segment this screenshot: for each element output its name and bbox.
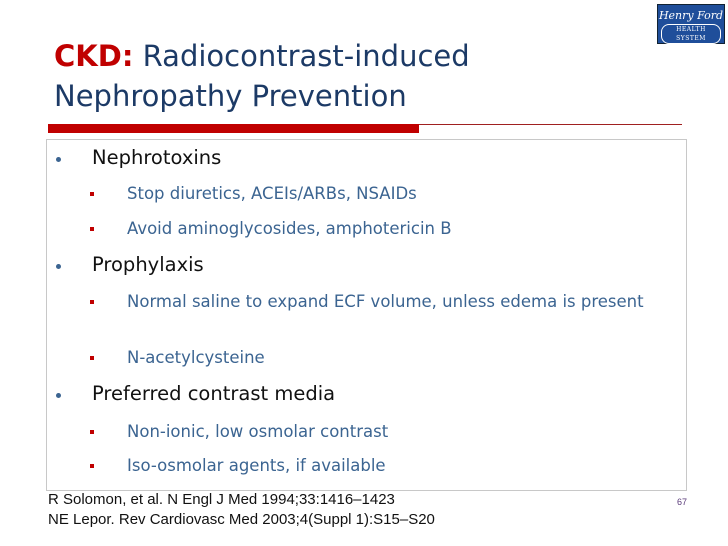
reference: NE Lepor. Rev Cardiovasc Med 2003;4(Suppl 1):S15–S20	[48, 511, 435, 528]
bullet-icon	[56, 264, 61, 269]
title-prefix: CKD:	[54, 39, 134, 73]
sub-bullet: Avoid aminoglycosides, amphotericin B	[127, 219, 452, 238]
title-accent-bar	[48, 124, 419, 133]
references	[48, 490, 435, 530]
bullet-icon	[56, 157, 61, 162]
logo-script: Henry Ford	[658, 9, 724, 22]
page-number: 67	[677, 497, 688, 507]
bullet: Preferred contrast media	[92, 382, 336, 405]
sub-bullet-icon	[90, 356, 94, 360]
title-line2: Nephropathy Prevention	[54, 79, 407, 113]
sub-bullet-icon	[90, 464, 94, 468]
sub-bullet-icon	[90, 430, 94, 434]
reference: R Solomon, et al. N Engl J Med 1994;33:1416–1423	[48, 491, 395, 508]
bullet: Nephrotoxins	[92, 146, 222, 169]
sub-bullet: N-acetylcysteine	[127, 348, 265, 367]
bullet: Prophylaxis	[92, 253, 204, 276]
henry-ford-logo	[657, 4, 725, 44]
sub-bullet: Non-ionic, low osmolar contrast	[127, 422, 389, 441]
slide-title	[54, 36, 470, 116]
sub-bullet-icon	[90, 300, 94, 304]
bullet-icon	[56, 393, 61, 398]
sub-bullet: Normal saline to expand ECF volume, unless edema is present	[127, 292, 644, 311]
sub-bullet-icon	[90, 192, 94, 196]
sub-bullet-icon	[90, 227, 94, 231]
title-line1: Radiocontrast-induced	[133, 39, 470, 73]
sub-bullet: Stop diuretics, ACEIs/ARBs, NSAIDs	[127, 184, 417, 203]
sub-bullet: Iso-osmolar agents, if available	[127, 456, 386, 475]
logo-sub: HEALTH SYSTEM	[661, 24, 721, 44]
